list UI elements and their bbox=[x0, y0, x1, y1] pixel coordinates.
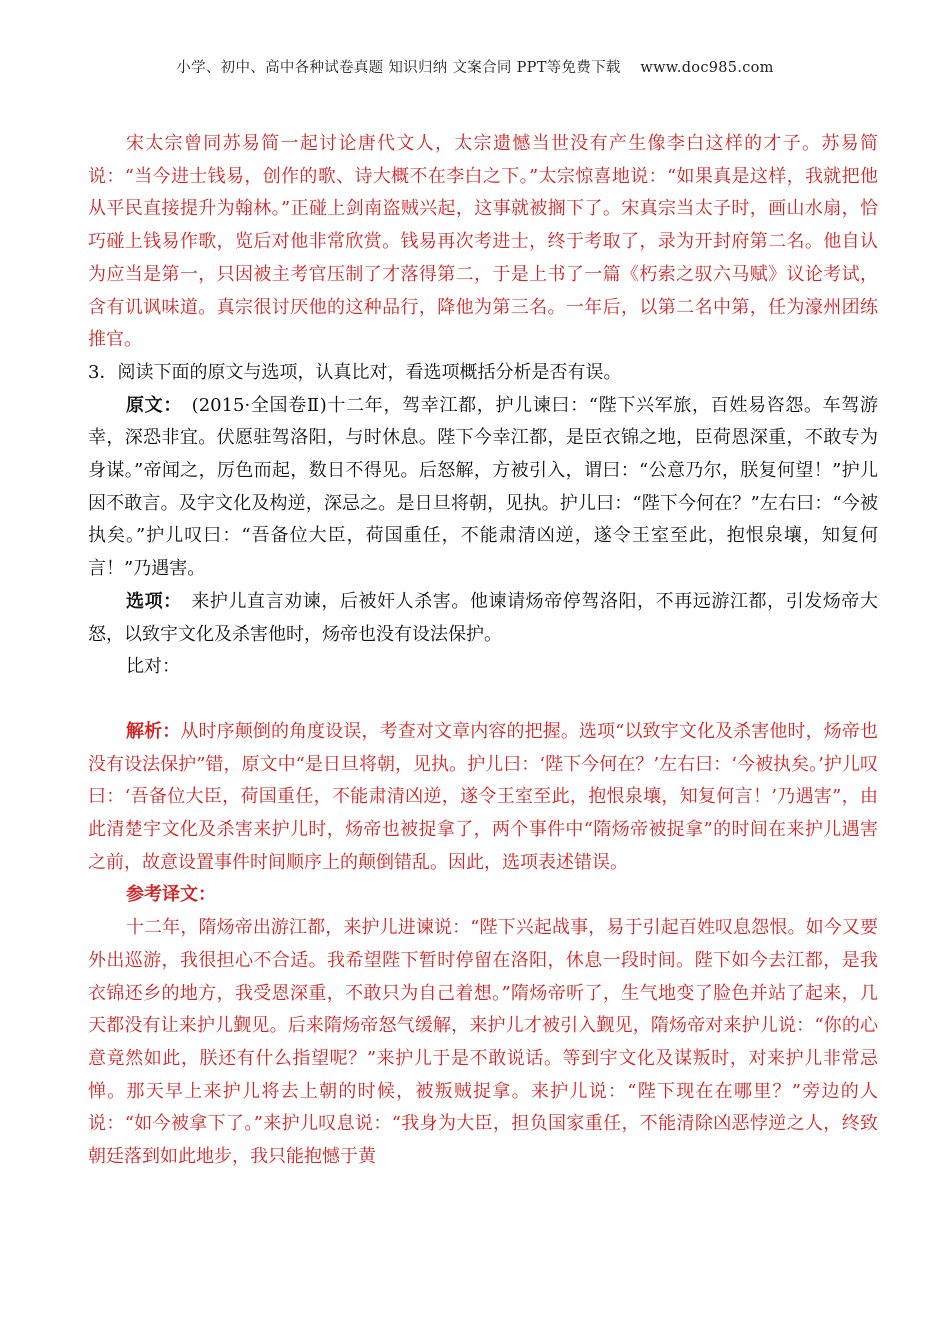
document-body bbox=[88, 128, 878, 1174]
option-paragraph bbox=[88, 586, 878, 651]
analysis-label: 解析： bbox=[126, 720, 181, 742]
translation-heading bbox=[88, 879, 878, 912]
option-label: 选项： bbox=[126, 590, 173, 612]
compare-label: 比对： bbox=[126, 656, 180, 678]
analysis-text: 从时序颠倒的角度设误，考查对文章内容的把握。选项“以致宇文化及杀害他时，炀帝也没有设法保护”错，原文中“是日旦将朝，见执。护儿曰：‘陛下今何在？’左右曰：‘今被执矣。’护儿叹曰：‘吾备位大臣，荷国重任，不能肃清凶逆，遂令王室至此，抱恨泉壤，知复何言！’乃遇害”，由此清楚宇文化及杀害来护儿时，炀帝也被捉拿了，两个事件中“隋炀帝被捉拿”的时间在来护儿遇害之前，故意设置事件时间顺序上的颠倒错乱。因此，选项表述错误。 bbox=[88, 720, 879, 873]
page-header: 小学、初中、高中各种试卷真题 知识归纳 文案合同 PPT等免费下载 www.doc985.com bbox=[176, 60, 774, 76]
original-text: (2015·全国卷Ⅱ)十二年，驾幸江都，护儿谏曰：“陛下兴军旅，百姓易咨怨。车驾游幸，深恐非宜。伏愿驻驾洛阳，与时休息。陛下今幸江都，是臣衣锦之地，臣荷恩深重，不敢专为身谋。”帝闻之，厉色而起，数日不得见。后怒解，方被引入，谓曰：“公意乃尔，朕复何望！”护儿因不敢言。及宇文化及构逆，深忌之。是日旦将朝，见执。护儿曰：“陛下今何在？”左右曰：“今被执矣。”护儿叹曰：“吾备位大臣，荷国重任，不能肃清凶逆，遂令王室至此，抱恨泉壤，知复何言！”乃遇害。 bbox=[88, 394, 878, 580]
story-translation-paragraph: 宋太宗曾同苏易简一起讨论唐代文人，太宗遗憾当世没有产生像李白这样的才子。苏易简说：“当今进士钱易，创作的歌、诗大概不在李白之下。”太宗惊喜地说：“如果真是这样，我就把他从平民直接提升为翰林。”正碰上剑南盗贼兴起，这事就被搁下了。宋真宗当太子时，画山水扇，恰巧碰上钱易作歌，览后对他非常欣赏。钱易再次考进士，终于考取了，录为开封府第二名。他自认为应当是第一，只因被主考官压制了才落得第二，于是上书了一篇《朽索之驭六马赋》议论考试，含有讥讽味道。真宗很讨厌他的这种品行，降他为第三名。一年后，以第二名中第，任为濠州团练推官。 bbox=[88, 133, 878, 351]
translation-paragraph: 十二年，隋炀帝出游江都，来护儿进谏说：“陛下兴起战事，易于引起百姓叹息怨恨。如今又要外出巡游，我很担心不合适。我希望陛下暂时停留在洛阳，休息一段时间。陛下如今去江都，是我衣锦还乡的地方，我受恩深重，不敢只为自己着想。”隋炀帝听了，生气地变了脸色并站了起来，几天都没有让来护儿觐见。后来隋炀帝怒气缓解，来护儿才被引入觐见，隋炀帝对来护儿说：“你的心意竟然如此，朕还有什么指望呢？”来护儿于是不敢说话。等到宇文化及谋叛时，对来护儿非常忌惮。那天早上来护儿将去上朝的时候，被叛贼捉拿。来护儿说：“陛下现在在哪里？”旁边的人说：“如今被拿下了。”来护儿叹息说：“我身为大臣，担负国家重任，不能清除凶恶悖逆之人，终致朝廷落到如此地步，我只能抱憾于黄 bbox=[88, 917, 878, 1168]
original-text-paragraph bbox=[88, 390, 878, 586]
translation-label: 参考译文： bbox=[126, 884, 216, 906]
question-title: 3．阅读下面的原文与选项，认真比对，看选项概括分析是否有误。 bbox=[88, 361, 622, 383]
analysis-paragraph bbox=[88, 716, 878, 880]
original-label: 原文： bbox=[126, 394, 173, 416]
option-text: 来护儿直言劝谏，后被奸人杀害。他谏请炀帝停驾洛阳，不再远游江都，引发炀帝大怒，以致宇文化及杀害他时，炀帝也没有设法保护。 bbox=[88, 590, 879, 645]
